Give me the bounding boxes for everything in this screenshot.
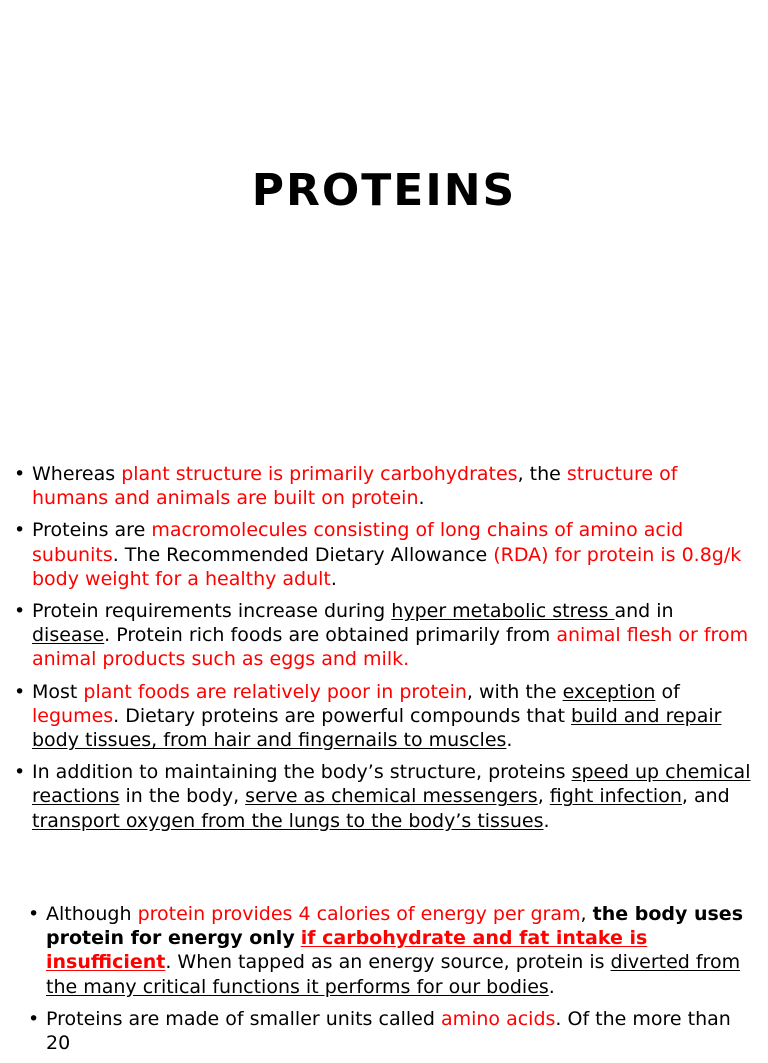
text-span: of xyxy=(655,680,680,703)
sub-bullet-list xyxy=(28,902,748,1063)
text-span: Protein requirements increase during xyxy=(32,600,392,623)
highlight-text: amino acids xyxy=(440,1007,556,1030)
text-span: . The Recommended Dietary Allowance xyxy=(112,543,494,566)
text-span: Whereas xyxy=(32,463,122,485)
underlined-text: diverted from the many critical functions it performs for our bodies xyxy=(46,951,741,998)
text-span: . xyxy=(548,975,555,998)
list-item xyxy=(14,760,754,833)
text-span: . Dietary proteins are powerful compounds that xyxy=(113,704,572,727)
list-item xyxy=(28,902,748,999)
list-item xyxy=(14,462,754,510)
highlight-text: animal flesh or from animal products such as eggs and milk. xyxy=(32,624,749,671)
bullet-marker: • xyxy=(28,1007,40,1030)
highlight-text: plant structure is primarily carbohydrates xyxy=(121,463,518,485)
underlined-text: build and repair body tissues, from hair and fingernails to muscles xyxy=(32,704,722,752)
bullet-marker: • xyxy=(28,903,40,925)
highlight-text: macromolecules consisting of long chains of amino acid subunits xyxy=(32,519,684,566)
underlined-text: hyper metabolic stress xyxy=(391,600,615,623)
bullet-marker: • xyxy=(14,680,26,703)
text-span: . When tapped as an energy source, protein is xyxy=(165,951,611,974)
text-span: In addition to maintaining the body’s structure, proteins xyxy=(32,761,572,784)
text-span: , xyxy=(537,785,550,808)
bold-text: the body uses protein for energy only xyxy=(46,903,744,950)
text-span: . Protein rich foods are obtained primarily from xyxy=(104,624,557,647)
bullet-list xyxy=(14,462,754,841)
list-item xyxy=(14,599,754,672)
text-span: Proteins are xyxy=(32,519,152,542)
bullet-marker: • xyxy=(14,600,26,623)
highlight-text: structure of humans and animals are built on protein xyxy=(32,463,678,510)
bullet-marker: • xyxy=(14,761,26,784)
bullet-marker: • xyxy=(14,463,26,485)
highlight-text: legumes xyxy=(32,704,114,727)
text-span: Proteins are made of smaller units called xyxy=(46,1007,441,1030)
underlined-text: exception xyxy=(562,680,656,703)
underlined-text: speed up chemical reactions xyxy=(32,761,751,808)
text-span: and in xyxy=(614,600,674,623)
underlined-text: disease xyxy=(32,624,105,647)
underlined-text: transport oxygen from the lungs to the body’s tissues xyxy=(32,809,544,832)
text-span: . Of the more than 20 xyxy=(46,1007,731,1055)
text-span: Most xyxy=(32,680,84,703)
highlight-text: protein provides 4 calories of energy per gram xyxy=(137,903,581,925)
text-span: . xyxy=(418,487,425,510)
text-span: in the body, xyxy=(119,785,246,808)
text-span: . xyxy=(330,567,337,590)
bullet-marker: • xyxy=(14,519,26,542)
highlight-text: (RDA) for protein is 0.8g/k body weight for a healthy adult xyxy=(32,543,742,590)
list-item xyxy=(28,1007,748,1055)
text-span: , with the xyxy=(466,680,563,703)
text-span: Although xyxy=(46,903,138,925)
list-item xyxy=(14,518,754,591)
highlight-text: if carbohydrate and fat intake is insufficient xyxy=(46,927,648,974)
list-item xyxy=(14,680,754,753)
page-title: PROTEINS xyxy=(251,165,517,216)
text-span: , the xyxy=(517,463,567,485)
text-span: . xyxy=(506,729,513,752)
text-span: , and xyxy=(681,785,730,808)
underlined-text: fight infection xyxy=(549,785,682,808)
highlight-text: plant foods are relatively poor in protein xyxy=(83,680,467,703)
underlined-text: serve as chemical messengers xyxy=(245,785,538,808)
text-span: . xyxy=(543,809,550,832)
text-span: , xyxy=(580,903,593,925)
